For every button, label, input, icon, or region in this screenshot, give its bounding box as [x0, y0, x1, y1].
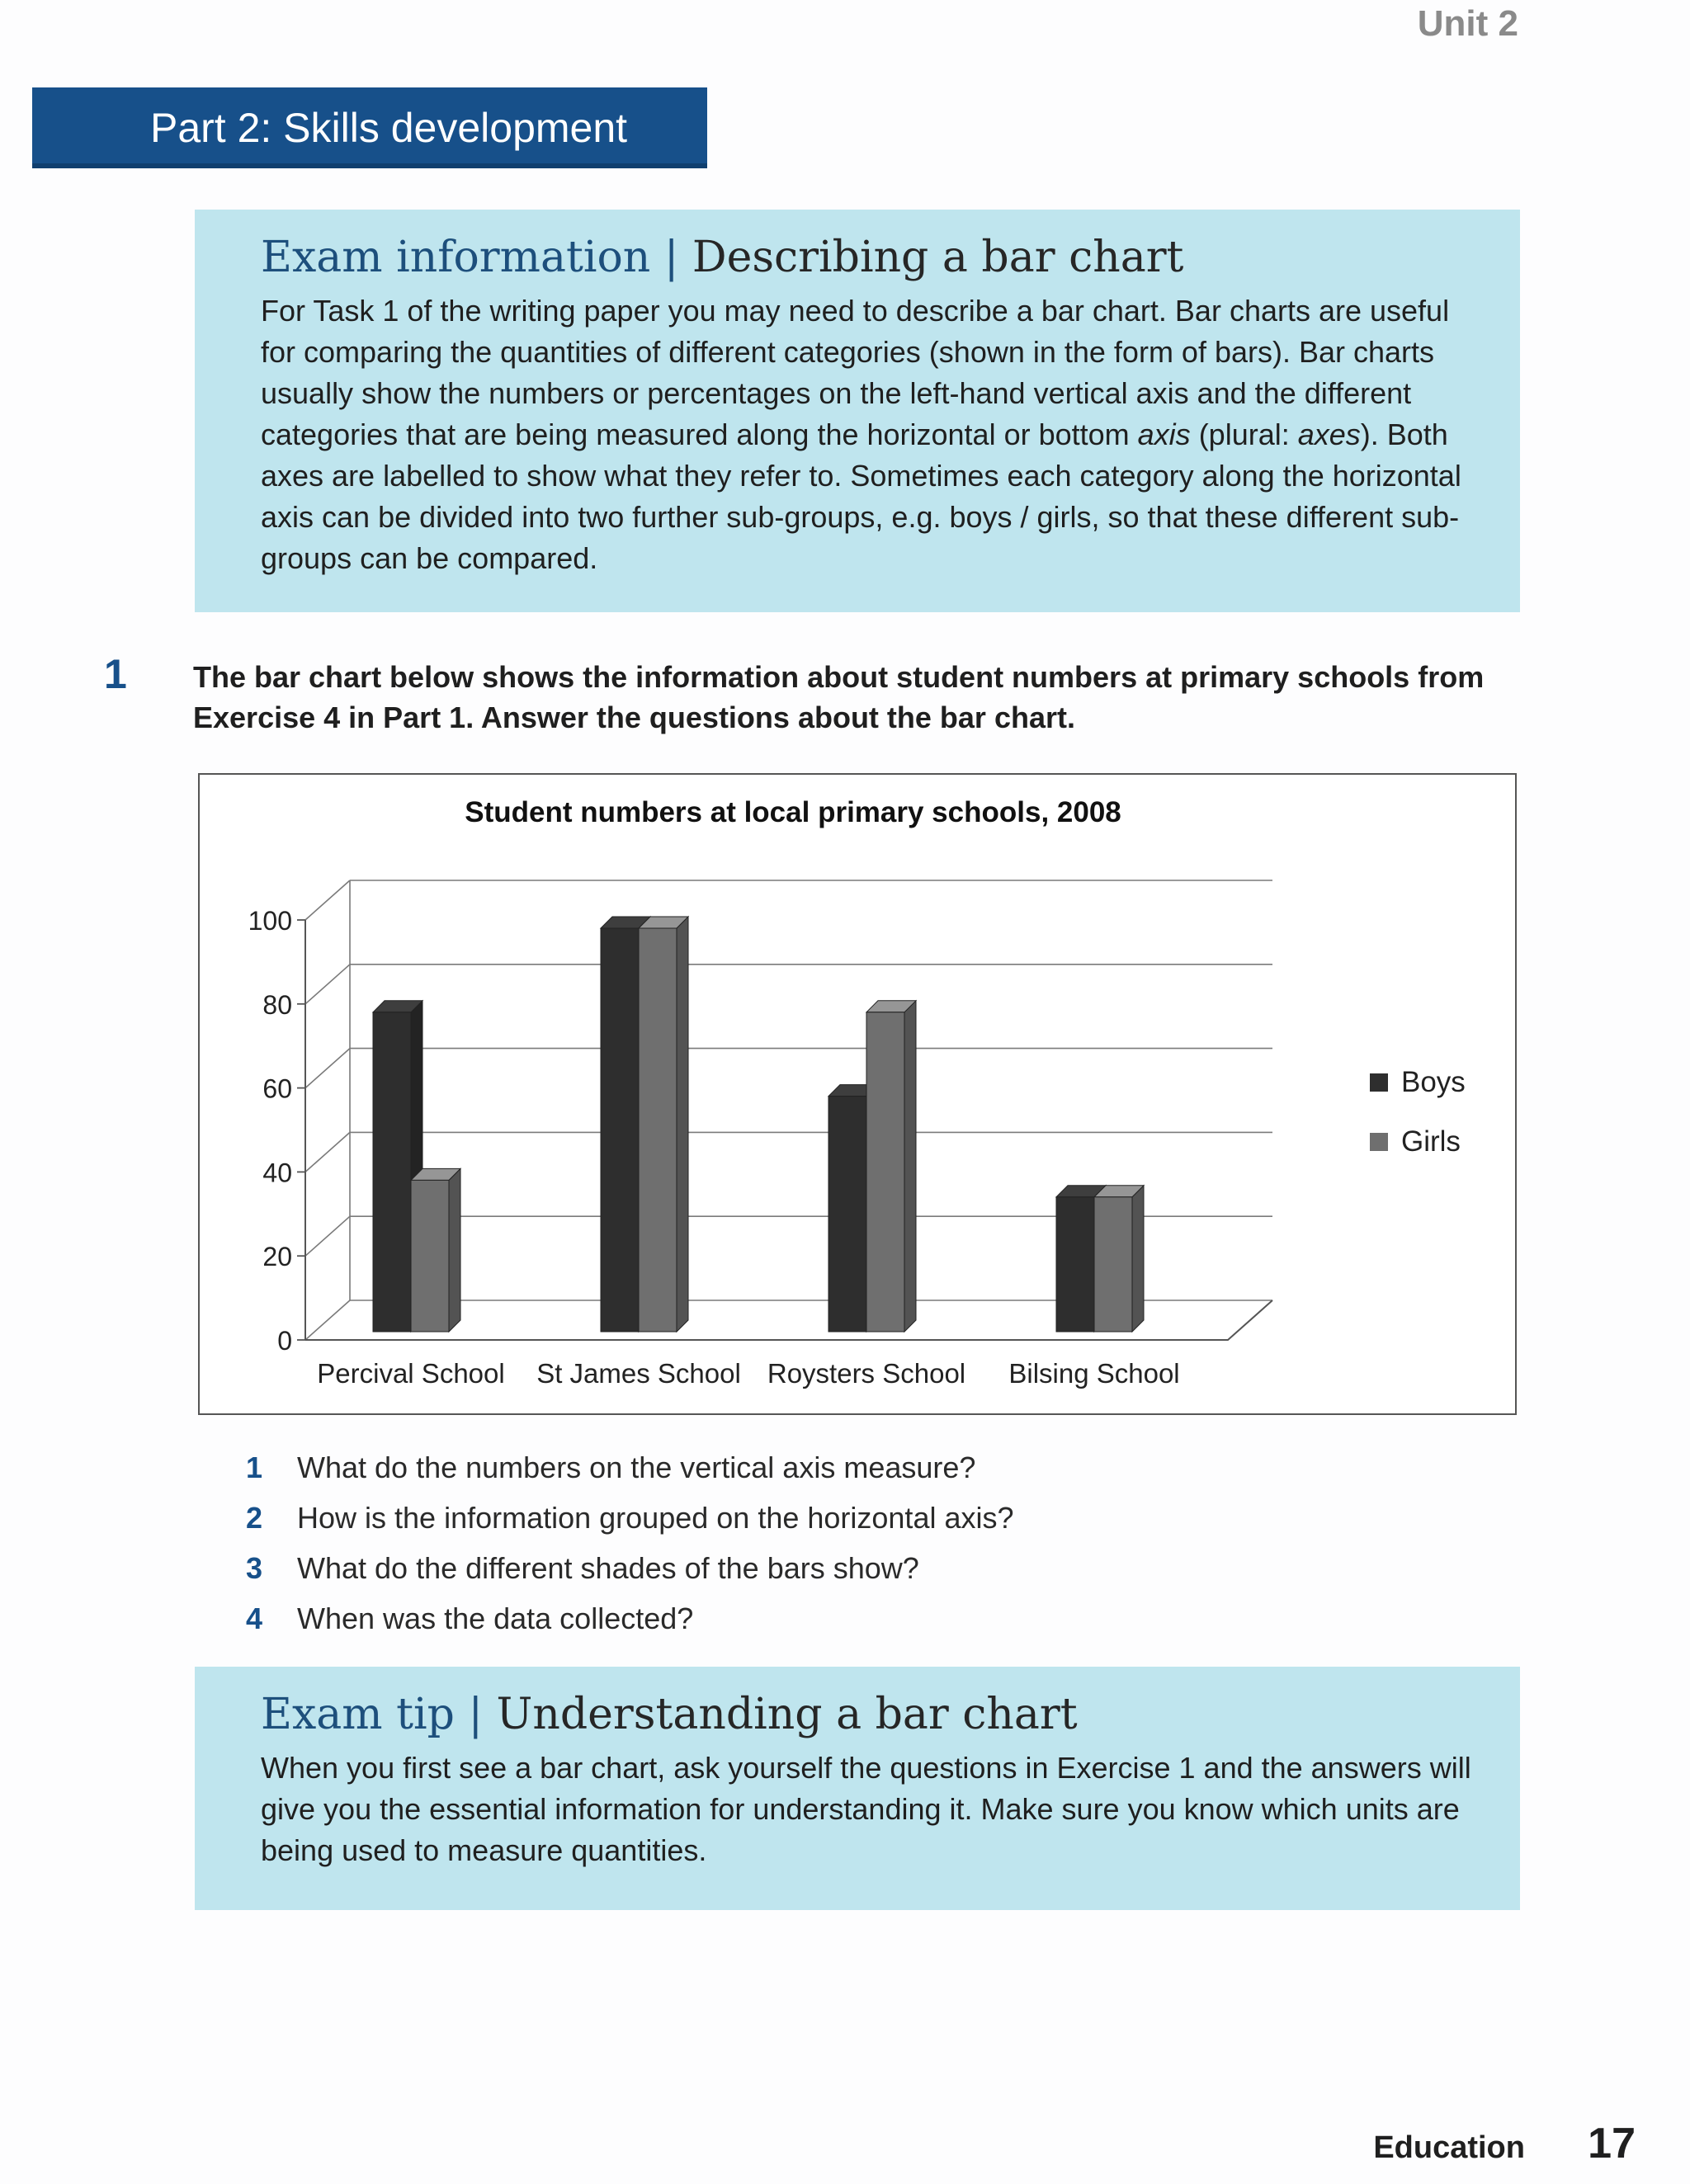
bar-boys-3 [828, 1097, 866, 1332]
exam-information-box [195, 210, 1520, 612]
side-gridline [305, 880, 350, 920]
bar-boys-2 [601, 928, 639, 1332]
body-text: ). Both axes are labelled to show what they refer to. Sometimes each category along the horizontal axis can be divided into two further sub-groups, e.g. boys / girls, so that these different sub-groups can be compared. [261, 417, 1461, 575]
question-item [246, 1593, 1014, 1644]
side-gridline [305, 1300, 350, 1340]
exam-tip-subtitle: Understanding a bar chart [496, 1690, 1078, 1739]
x-category-label: Percival School [317, 1358, 505, 1389]
bar-boys-4 [1056, 1197, 1094, 1332]
y-tick-label: 0 [277, 1326, 292, 1356]
exam-information-heading [261, 233, 1487, 282]
legend-swatch-boys [1370, 1073, 1388, 1092]
question-text: How is the information grouped on the horizontal axis? [297, 1501, 1014, 1535]
body-italic-axis: axis [1137, 417, 1191, 451]
body-italic-axes: axes [1297, 417, 1361, 451]
exam-tip-heading [261, 1690, 1487, 1739]
chart-title: Student numbers at local primary schools, 2008 [465, 796, 1121, 828]
exercise-number: 1 [104, 651, 127, 697]
y-tick-label: 20 [262, 1242, 292, 1272]
page-number: 17 [1588, 2120, 1636, 2167]
side-gridline [305, 1132, 350, 1172]
question-number: 3 [246, 1551, 263, 1585]
bar-chart [200, 775, 1518, 1417]
y-tick-label: 100 [248, 906, 292, 936]
side-gridline [305, 1049, 350, 1088]
bar-side-girls [1132, 1186, 1144, 1332]
legend-swatch-girls [1370, 1133, 1388, 1151]
question-number: 4 [246, 1601, 263, 1635]
footer-section: Education [1373, 2130, 1525, 2165]
bar-girls-1 [411, 1180, 449, 1332]
side-gridline [305, 965, 350, 1004]
exam-information-body [261, 290, 1487, 579]
question-item [246, 1442, 1014, 1493]
heading-separator: | [663, 233, 679, 282]
bar-boys-1 [373, 1012, 411, 1332]
y-tick-label: 40 [262, 1158, 292, 1188]
exam-tip-title: Exam tip [261, 1690, 455, 1739]
exercise-instruction: The bar chart below shows the information about student numbers at primary schools from Exercise 4 in Part 1. Answer the questions about the bar chart. [193, 660, 1485, 734]
legend-label-boys: Boys [1401, 1066, 1466, 1098]
bar-girls-2 [639, 928, 677, 1332]
exam-tip-body: When you first see a bar chart, ask yourself the questions in Exercise 1 and the answers will give you the essential information for understanding it. Make sure you know which units are being used to measure quantities. [261, 1751, 1471, 1867]
question-list [246, 1442, 1014, 1644]
side-gridline [305, 1216, 350, 1256]
question-item [246, 1543, 1014, 1593]
y-tick-label: 60 [262, 1073, 292, 1104]
bar-side-girls [677, 917, 688, 1332]
question-text: What do the different shades of the bars show? [297, 1551, 919, 1585]
part-banner: Part 2: Skills development [32, 87, 707, 168]
body-text: For Task 1 of the writing paper you may need to describe a bar chart. Bar charts are useful for comparing the quantities of different categories (shown in the form of bars). Bar charts usually show the numbers or percentages on the left-hand vertical axis and the different categories that are being measured along the horizontal or bottom [261, 294, 1450, 451]
x-category-label: St James School [536, 1358, 741, 1389]
question-item [246, 1493, 1014, 1543]
bar-chart-frame [198, 773, 1517, 1415]
x-category-label: Roysters School [767, 1358, 966, 1389]
bar-girls-3 [866, 1012, 904, 1332]
legend-label-girls: Girls [1401, 1125, 1461, 1158]
exam-tip-box [195, 1667, 1520, 1910]
body-text: (plural: [1190, 417, 1298, 451]
question-text: What do the numbers on the vertical axis measure? [297, 1450, 976, 1484]
question-number: 2 [246, 1501, 263, 1535]
y-tick-label: 80 [262, 989, 292, 1020]
exam-information-subtitle: Describing a bar chart [692, 233, 1184, 282]
x-category-label: Bilsing School [1008, 1358, 1180, 1389]
bar-side-girls [904, 1001, 916, 1332]
question-text: When was the data collected? [297, 1601, 694, 1635]
exam-information-title: Exam information [261, 233, 651, 282]
heading-separator: | [468, 1690, 484, 1739]
unit-label: Unit 2 [1417, 3, 1518, 44]
bar-girls-4 [1094, 1197, 1132, 1332]
question-number: 1 [246, 1450, 263, 1484]
bar-side-girls [449, 1168, 460, 1332]
